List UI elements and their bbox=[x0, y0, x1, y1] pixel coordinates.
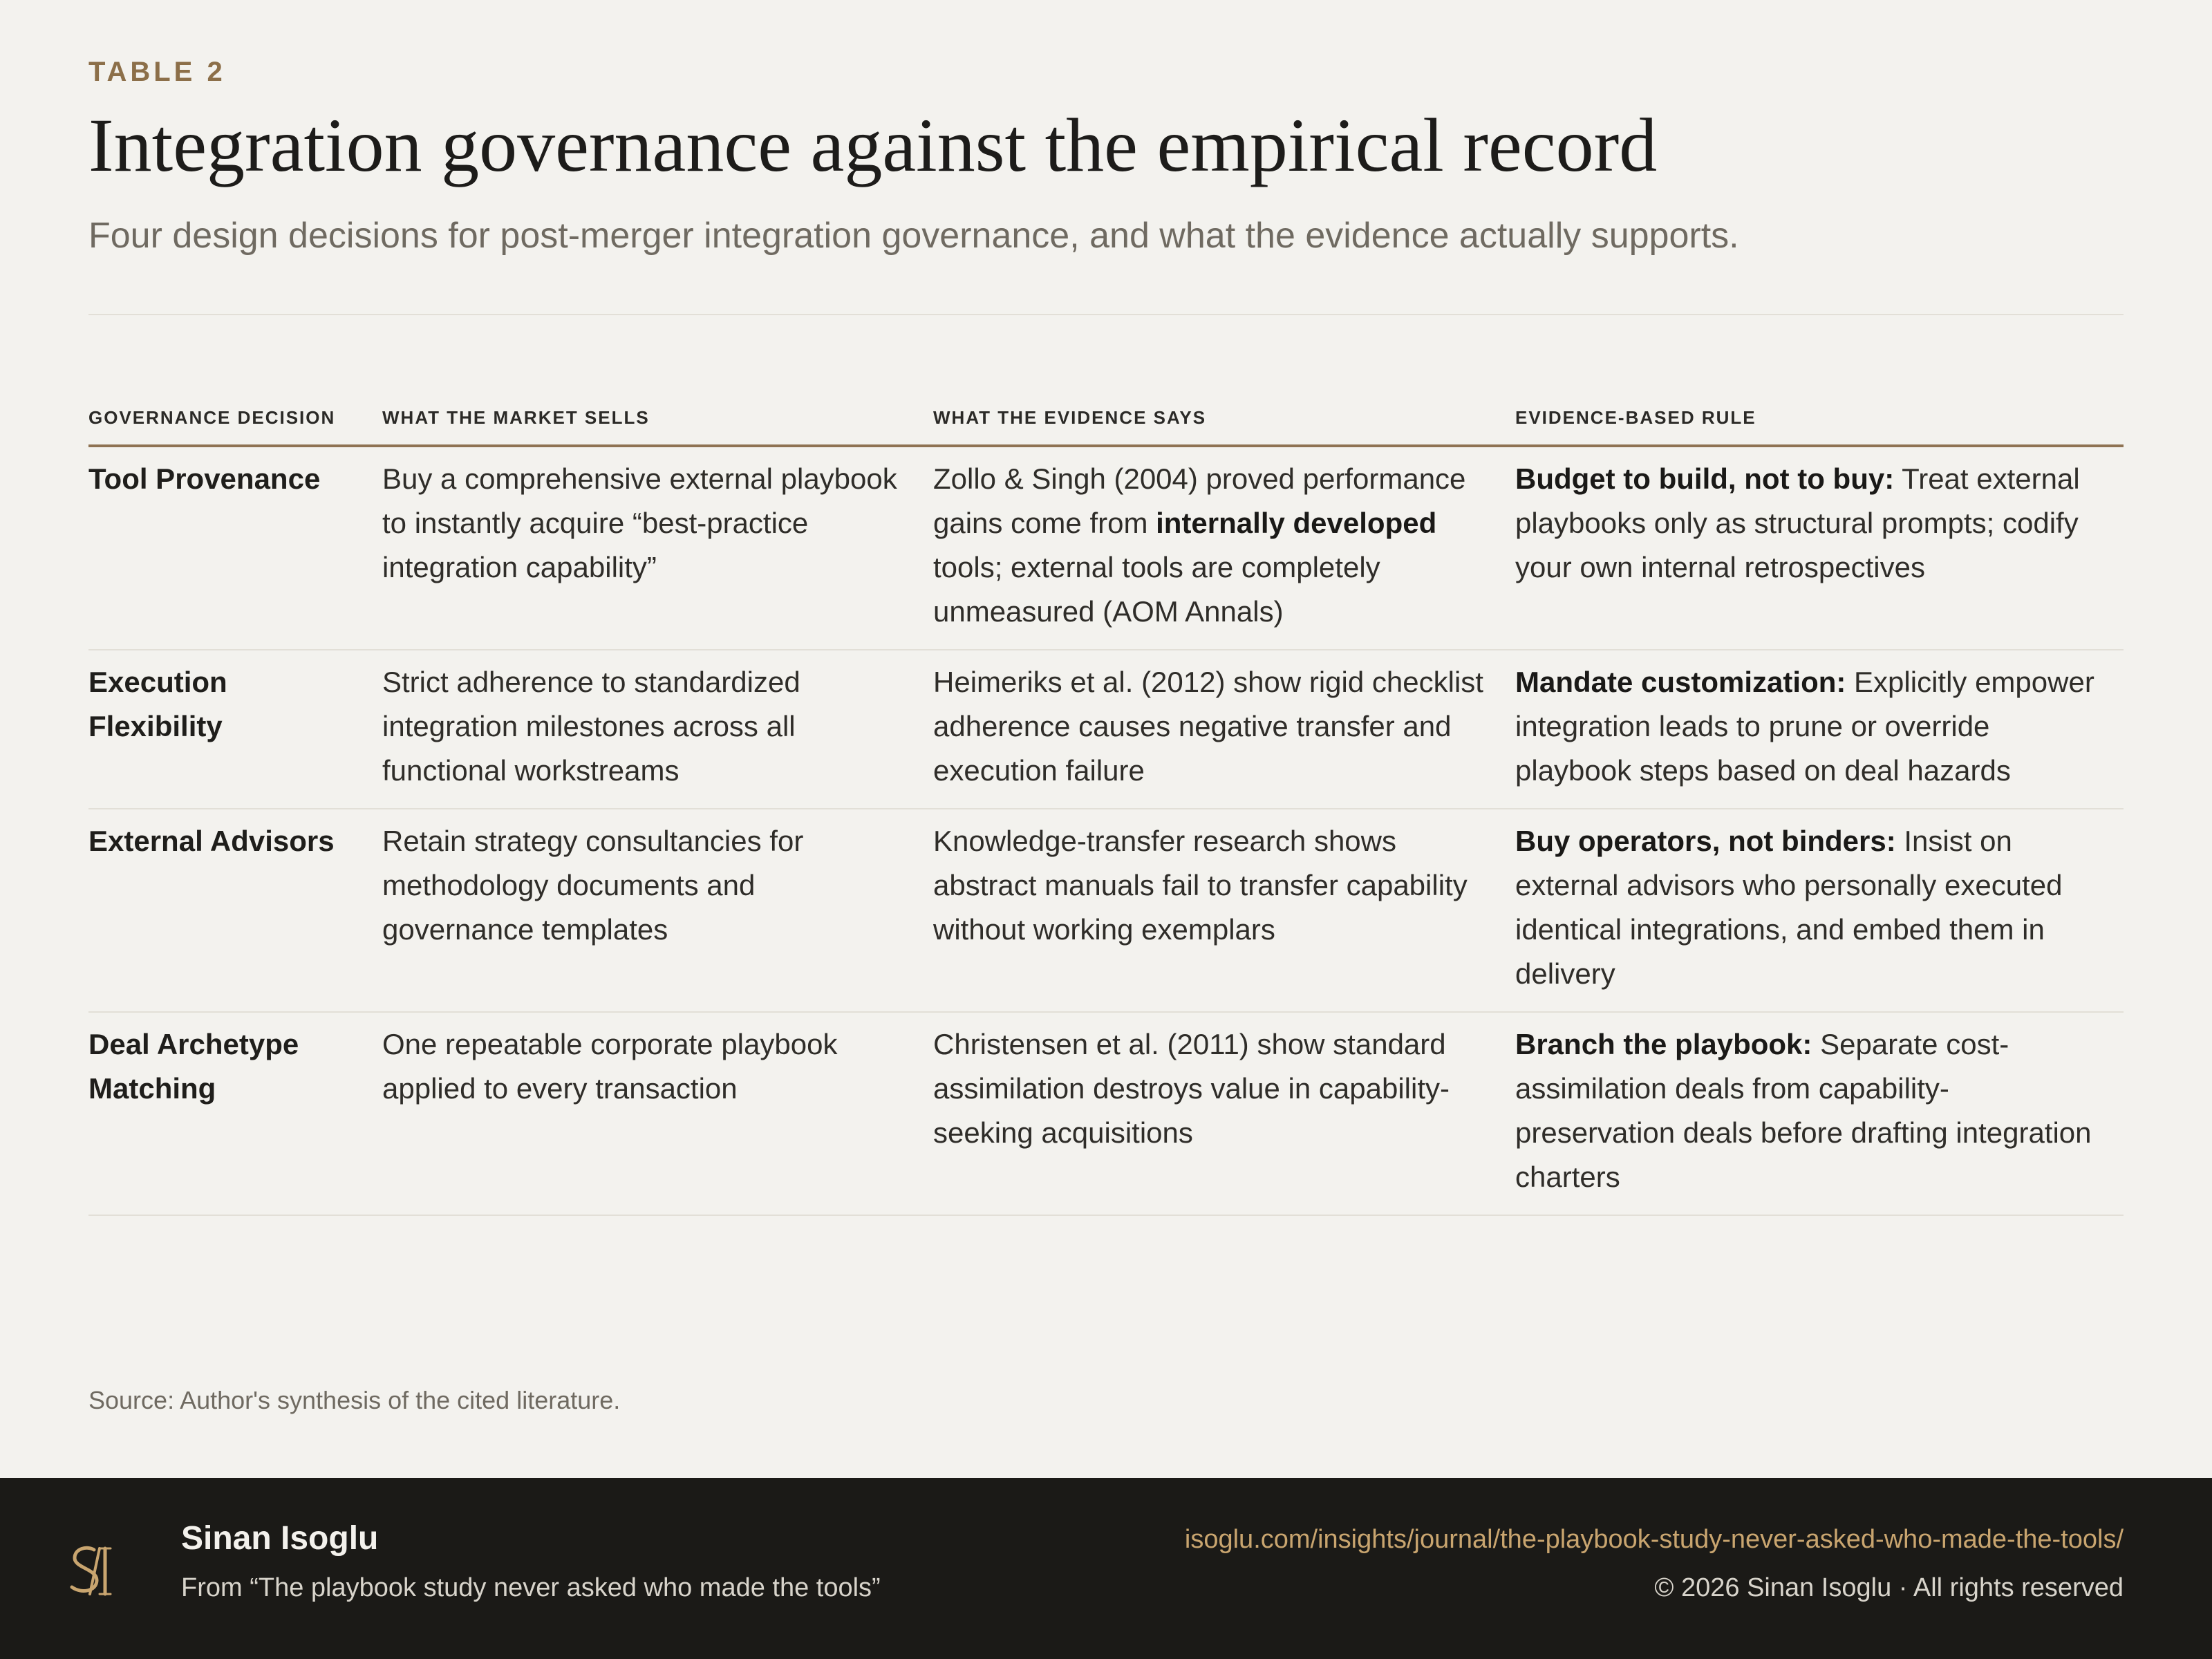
evidence-text: Heimeriks et al. (2012) show rigid checklist adherence causes negative transfer and execution failure bbox=[933, 666, 1483, 787]
rule-cell bbox=[1515, 1022, 2124, 1199]
evidence-text: Zollo & Singh (2004) proved performance gains come from bbox=[933, 462, 1466, 539]
rule-text: Explicitly empower integration leads to prune or override playbook steps based on deal hazards bbox=[1515, 666, 2094, 787]
evidence-cell bbox=[933, 660, 1515, 793]
article-reference: From “The playbook study never asked who made the tools” bbox=[181, 1573, 881, 1602]
page-title: Integration governance against the empirical record bbox=[88, 103, 1658, 187]
page-subtitle: Four design decisions for post-merger integration governance, and what the evidence actually supports. bbox=[88, 216, 1739, 256]
market-cell: Strict adherence to standardized integration milestones across all functional workstreams bbox=[382, 666, 800, 787]
rule-heading: Mandate customization: bbox=[1515, 666, 1846, 698]
governance-table bbox=[88, 404, 2124, 1216]
rule-text: Treat external playbooks only as structural prompts; codify your own internal retrospectives bbox=[1515, 462, 2080, 583]
rule-text: Separate cost-assimilation deals from capability-preservation deals before drafting integration charters bbox=[1515, 1028, 2092, 1193]
decision-cell: Tool Provenance bbox=[88, 462, 321, 495]
copyright-notice: © 2026 Sinan Isoglu · All rights reserved bbox=[1654, 1573, 2124, 1602]
evidence-cell bbox=[933, 1022, 1515, 1199]
market-cell: Retain strategy consultancies for methodology documents and governance templates bbox=[382, 825, 804, 946]
decision-cell: External Advisors bbox=[88, 825, 335, 857]
evidence-emphasis: internally developed bbox=[1156, 507, 1437, 539]
evidence-text-continued: tools; external tools are completely unmeasured (AOM Annals) bbox=[933, 551, 1380, 628]
decision-cell: Deal Archetype Matching bbox=[88, 1028, 299, 1105]
market-cell: Buy a comprehensive external playbook to instantly acquire “best-practice integration capability” bbox=[382, 462, 897, 583]
evidence-cell bbox=[933, 819, 1515, 996]
rule-heading: Budget to build, not to buy: bbox=[1515, 462, 1895, 495]
rule-text: Insist on external advisors who personally executed identical integrations, and embed them in delivery bbox=[1515, 825, 2063, 990]
evidence-text: Knowledge-transfer research shows abstract manuals fail to transfer capability without working exemplars bbox=[933, 825, 1468, 946]
rule-heading: Branch the playbook: bbox=[1515, 1028, 1812, 1060]
divider bbox=[88, 314, 2124, 315]
footer bbox=[0, 1478, 2212, 1659]
column-header-rule: EVIDENCE-BASED RULE bbox=[1515, 407, 1756, 428]
rule-heading: Buy operators, not binders: bbox=[1515, 825, 1896, 857]
evidence-text: Christensen et al. (2011) show standard assimilation destroys value in capability-seeking acquisitions bbox=[933, 1028, 1450, 1149]
table-row bbox=[88, 809, 2124, 1013]
column-header-evidence: WHAT THE EVIDENCE SAYS bbox=[933, 407, 1207, 428]
table-row bbox=[88, 447, 2124, 650]
decision-cell: Execution Flexibility bbox=[88, 666, 227, 742]
column-header-decision: GOVERNANCE DECISION bbox=[88, 407, 336, 428]
table-number: TABLE 2 bbox=[88, 57, 226, 87]
table-header bbox=[88, 404, 2124, 447]
rule-cell bbox=[1515, 457, 2124, 634]
evidence-cell bbox=[933, 457, 1515, 634]
author-name: Sinan Isoglu bbox=[181, 1520, 379, 1557]
rule-cell bbox=[1515, 660, 2124, 793]
monogram-si-icon bbox=[62, 1540, 118, 1602]
article-url-link[interactable]: isoglu.com/insights/journal/the-playbook-study-never-asked-who-made-the-tools/ bbox=[1184, 1525, 2124, 1554]
table-row bbox=[88, 650, 2124, 809]
column-header-market: WHAT THE MARKET SELLS bbox=[382, 407, 650, 428]
market-cell: One repeatable corporate playbook applied to every transaction bbox=[382, 1028, 838, 1105]
rule-cell bbox=[1515, 819, 2124, 996]
table-row bbox=[88, 1013, 2124, 1216]
source-note: Source: Author's synthesis of the cited literature. bbox=[88, 1386, 621, 1414]
